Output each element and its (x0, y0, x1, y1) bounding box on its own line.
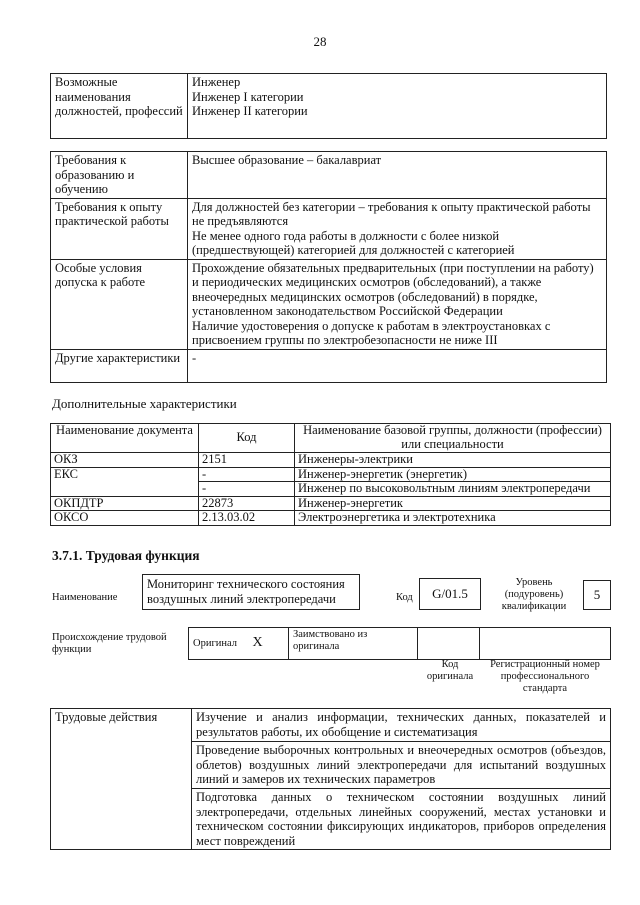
special-conditions-value (188, 259, 607, 349)
requirement-line: Для должностей без категории – требования к опыту практической работы не предъявляются (192, 199, 591, 228)
requirements-table (50, 151, 607, 383)
education-value (188, 152, 607, 199)
other-characteristics-value (188, 349, 607, 382)
actions-label: Трудовые действия (51, 709, 192, 850)
cell-group: Инженеры-электрики (295, 453, 611, 468)
cell-group: Инженер по высоковольтным линиям электропередачи (295, 482, 611, 497)
cell-group: Электроэнергетика и электротехника (295, 511, 611, 526)
action-item: Изучение и анализ информации, технических данных, показателей и результатов работы, их обобщение и систематизация (192, 709, 611, 742)
action-item: Проведение выборочных контрольных и внеочередных осмотров (объездов, облетов) воздушных линий электропередачи для испытаний воздушных линий и замеров их технических параметров (192, 742, 611, 789)
cell-code: 2.13.03.02 (199, 511, 295, 526)
positions-label: Возможные наименования должностей, профессий (51, 74, 188, 139)
additional-table (50, 423, 611, 526)
table-row (51, 453, 611, 468)
origin-code-cell (418, 628, 480, 660)
education-label: Требования к образованию и обучению (51, 152, 188, 199)
level-value: 5 (583, 580, 611, 610)
cell-code: 2151 (199, 453, 295, 468)
requirement-line: Прохождение обязательных предварительных (при поступлении на работу) и периодических медицинских осмотров (обследований), а также внеочередных медицинских осмотров (обследований) в порядке, установленном законодательством Российской Федерации (192, 260, 594, 318)
experience-label: Требования к опыту практической работы (51, 198, 188, 259)
cell-document: ОКСО (51, 511, 199, 526)
positions-table (50, 73, 607, 139)
requirement-line: Наличие удостоверения о допуске к работам в электроустановках с присвоением группы по электробезопасности не ниже III (192, 318, 551, 347)
original-label: Оригинал (189, 628, 249, 660)
original-mark: Х (249, 628, 289, 660)
position-item: Инженер I категории (192, 89, 304, 104)
function-code: G/01.5 (419, 578, 481, 610)
code-label: Код (396, 592, 413, 603)
borrowed-label: Заимствовано из оригинала (289, 628, 418, 660)
cell-code: 22873 (199, 496, 295, 511)
requirement-line: - (192, 350, 197, 365)
header-code: Код (199, 424, 295, 453)
action-item: Подготовка данных о техническом состоянии воздушных линий электропередачи, отдельных линейных сооружений, местах установки и техническом состоянии фиксирующих индикаторов, приборов определения мест повреждений (192, 789, 611, 850)
function-heading: 3.7.1. Трудовая функция (52, 548, 200, 563)
level-label: Уровень (подуровень) квалификации (501, 577, 567, 612)
origin-table (188, 627, 611, 660)
origin-label: Происхождение трудовой функции (52, 632, 167, 655)
reg-number-cell (480, 628, 611, 660)
special-conditions-label: Особые условия допуска к работе (51, 259, 188, 349)
name-label: Наименование (52, 592, 118, 603)
reg-number-caption: Регистрационный номер профессионального стандарта (490, 659, 600, 694)
position-item: Инженер (192, 75, 241, 89)
cell-group: Инженер-энергетик (энергетик) (295, 467, 611, 482)
cell-group: Инженер-энергетик (295, 496, 611, 511)
actions-table (50, 708, 611, 850)
header-document: Наименование документа (51, 424, 199, 453)
page-number: 28 (313, 34, 327, 49)
additional-caption: Дополнительные характеристики (52, 396, 237, 411)
cell-document: ЕКС (51, 467, 199, 496)
cell-document: ОКЗ (51, 453, 199, 468)
table-row (51, 467, 611, 482)
table-row (51, 496, 611, 511)
cell-code: - (199, 467, 295, 482)
requirement-line: Не менее одного года работы в должности с более низкой (предшествующей) категорией для должностей с категорией (192, 228, 515, 257)
table-row (51, 511, 611, 526)
function-name: Мониторинг технического состояния воздушных линий электропередачи (142, 574, 360, 610)
header-group: Наименование базовой группы, должности (профессии) или специальности (295, 424, 611, 453)
other-characteristics-label: Другие характеристики (51, 349, 188, 382)
origin-code-caption: Код оригинала (426, 659, 474, 682)
cell-document: ОКПДТР (51, 496, 199, 511)
cell-code: - (199, 482, 295, 497)
positions-values (188, 74, 607, 139)
experience-value (188, 198, 607, 259)
requirement-line: Высшее образование – бакалавриат (192, 153, 382, 167)
position-item: Инженер II категории (192, 104, 308, 118)
